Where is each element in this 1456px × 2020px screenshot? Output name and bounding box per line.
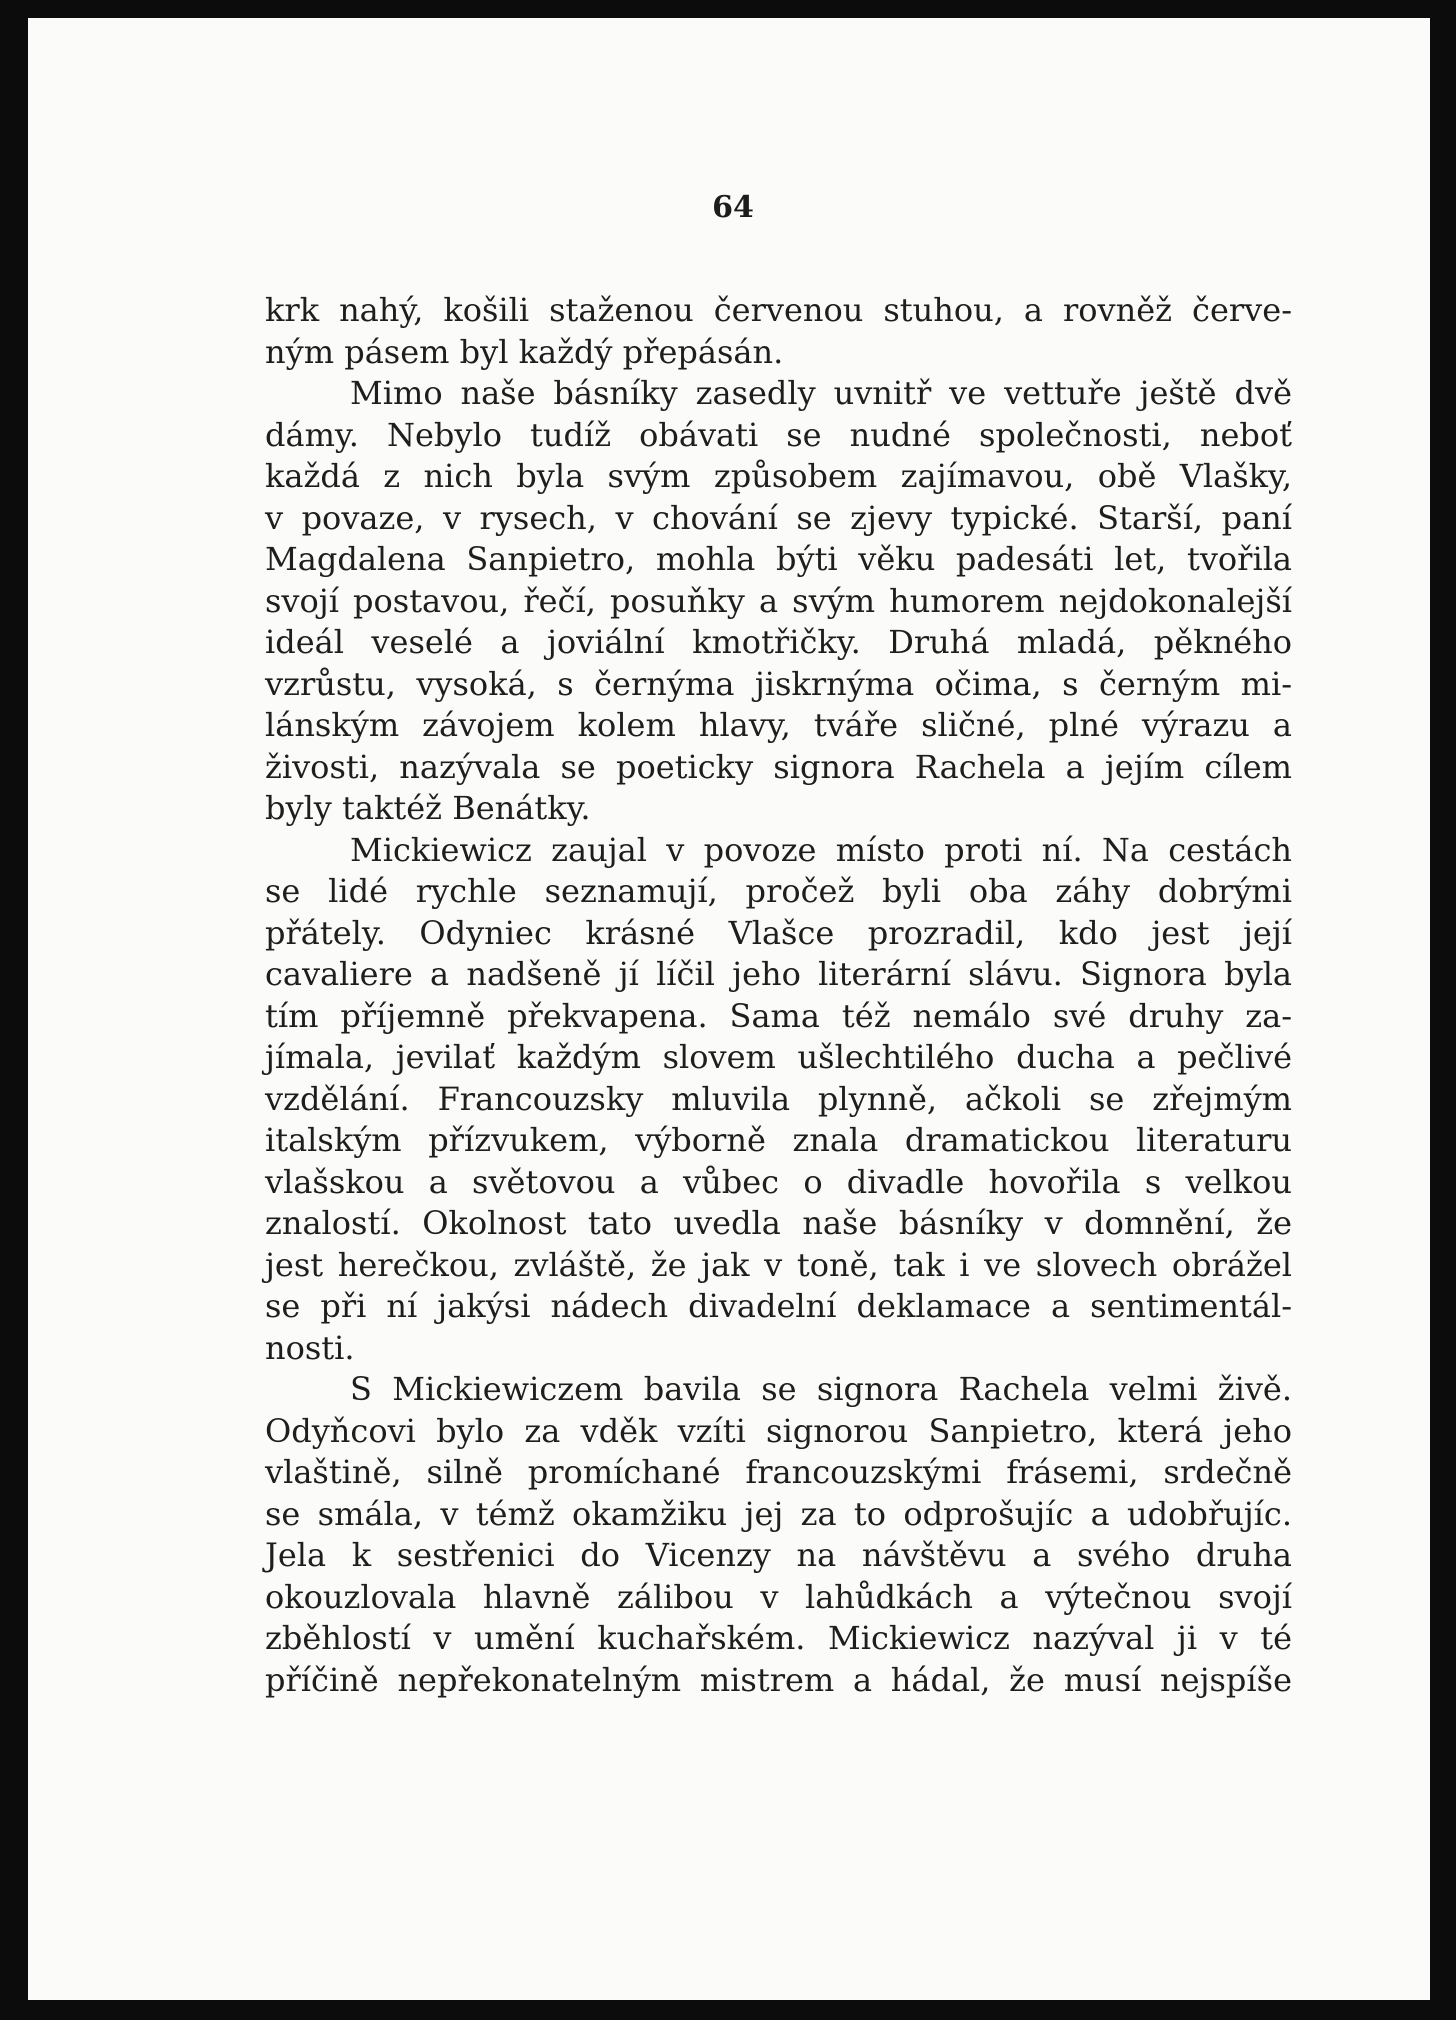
text-line: se při ní jakýsi nádech divadelní deklamace a sentimentál- (265, 1287, 1292, 1325)
text-line: ideál veselé a joviální kmotřičky. Druhá mladá, pěkného (265, 623, 1292, 661)
text-line: přátely. Odyniec krásné Vlašce prozradil, kdo jest její (265, 913, 1292, 952)
text-line: Jela k sestřenici do Vicenzy na návštěvu a svého druha (265, 1536, 1292, 1574)
text-line: S Mickiewiczem bavila se signora Rachela velmi živě. (350, 1370, 1292, 1408)
text-line: jímala, jevilať každým slovem ušlechtilého ducha a pečlivé (265, 1038, 1292, 1076)
text-line: se lidé rychle seznamují, pročež byli oba záhy dobrými (265, 872, 1292, 910)
text-line: v povaze, v rysech, v chování se zjevy typické. Starší, paní (265, 498, 1292, 537)
text-line: znalostí. Okolnost tato uvedla naše básníky v domnění, že (265, 1204, 1292, 1242)
text-line: Mickiewicz zaujal v povoze místo proti ní. Na cestách (350, 830, 1292, 869)
text-line: vzdělání. Francouzsky mluvila plynně, ačkoli se zřejmým (265, 1079, 1292, 1118)
text-line: se smála, v témž okamžiku jej za to odprošujíc a udobřujíc. (265, 1494, 1292, 1533)
text-line: nosti. (265, 1328, 355, 1367)
text-line: dámy. Nebylo tudíž obávati se nudné společnosti, neboť (265, 415, 1292, 454)
text-line: jest herečkou, zvláště, že jak v toně, tak i ve slovech obrážel (265, 1245, 1292, 1284)
text-line: živosti, nazývala se poeticky signora Rachela a jejím cílem (265, 747, 1292, 786)
text-line: Odyňcovi bylo za vděk vzíti signorou Sanpietro, která jeho (265, 1411, 1292, 1450)
text-line: každá z nich byla svým způsobem zajímavou, obě Vlašky, (265, 457, 1292, 495)
text-line: ným pásem byl každý přepásán. (265, 332, 784, 371)
book-page (28, 18, 1430, 2000)
text-line: okouzlovala hlavně zálibou v lahůdkách a výtečnou svojí (265, 1577, 1292, 1616)
text-line: Mimo naše básníky zasedly uvnitř ve vettuře ještě dvě (350, 374, 1292, 412)
text-line: cavaliere a nadšeně jí líčil jeho literární slávu. Signora byla (265, 955, 1292, 993)
page-number: 64 (712, 190, 754, 225)
text-line: Magdalena Sanpietro, mohla býti věku padesáti let, tvořila (265, 540, 1292, 578)
text-line: krk nahý, košili staženou červenou stuhou, a rovněž červe- (265, 291, 1292, 329)
text-line: zběhlostí v umění kuchařském. Mickiewicz nazýval ji v té (265, 1619, 1292, 1657)
text-line: vzrůstu, vysoká, s černýma jiskrnýma očima, s černým mi- (265, 664, 1292, 703)
text-line: vlaštině, silně promíchané francouzskými frásemi, srdečně (265, 1453, 1292, 1491)
body-text (265, 290, 1292, 1701)
text-line: byly taktéž Benátky. (265, 789, 591, 827)
text-line: svojí postavou, řečí, posuňky a svým humorem nejdokonalejší (265, 581, 1292, 620)
text-line: příčině nepřekonatelným mistrem a hádal, že musí nejspíše (265, 1660, 1292, 1699)
text-line: italským přízvukem, výborně znala dramatickou literaturu (265, 1121, 1292, 1159)
text-line: lánským závojem kolem hlavy, tváře sličné, plné výrazu a (265, 706, 1292, 744)
text-line: vlašskou a světovou a vůbec o divadle hovořila s velkou (265, 1162, 1292, 1201)
text-line: tím příjemně překvapena. Sama též nemálo své druhy za- (265, 996, 1292, 1035)
